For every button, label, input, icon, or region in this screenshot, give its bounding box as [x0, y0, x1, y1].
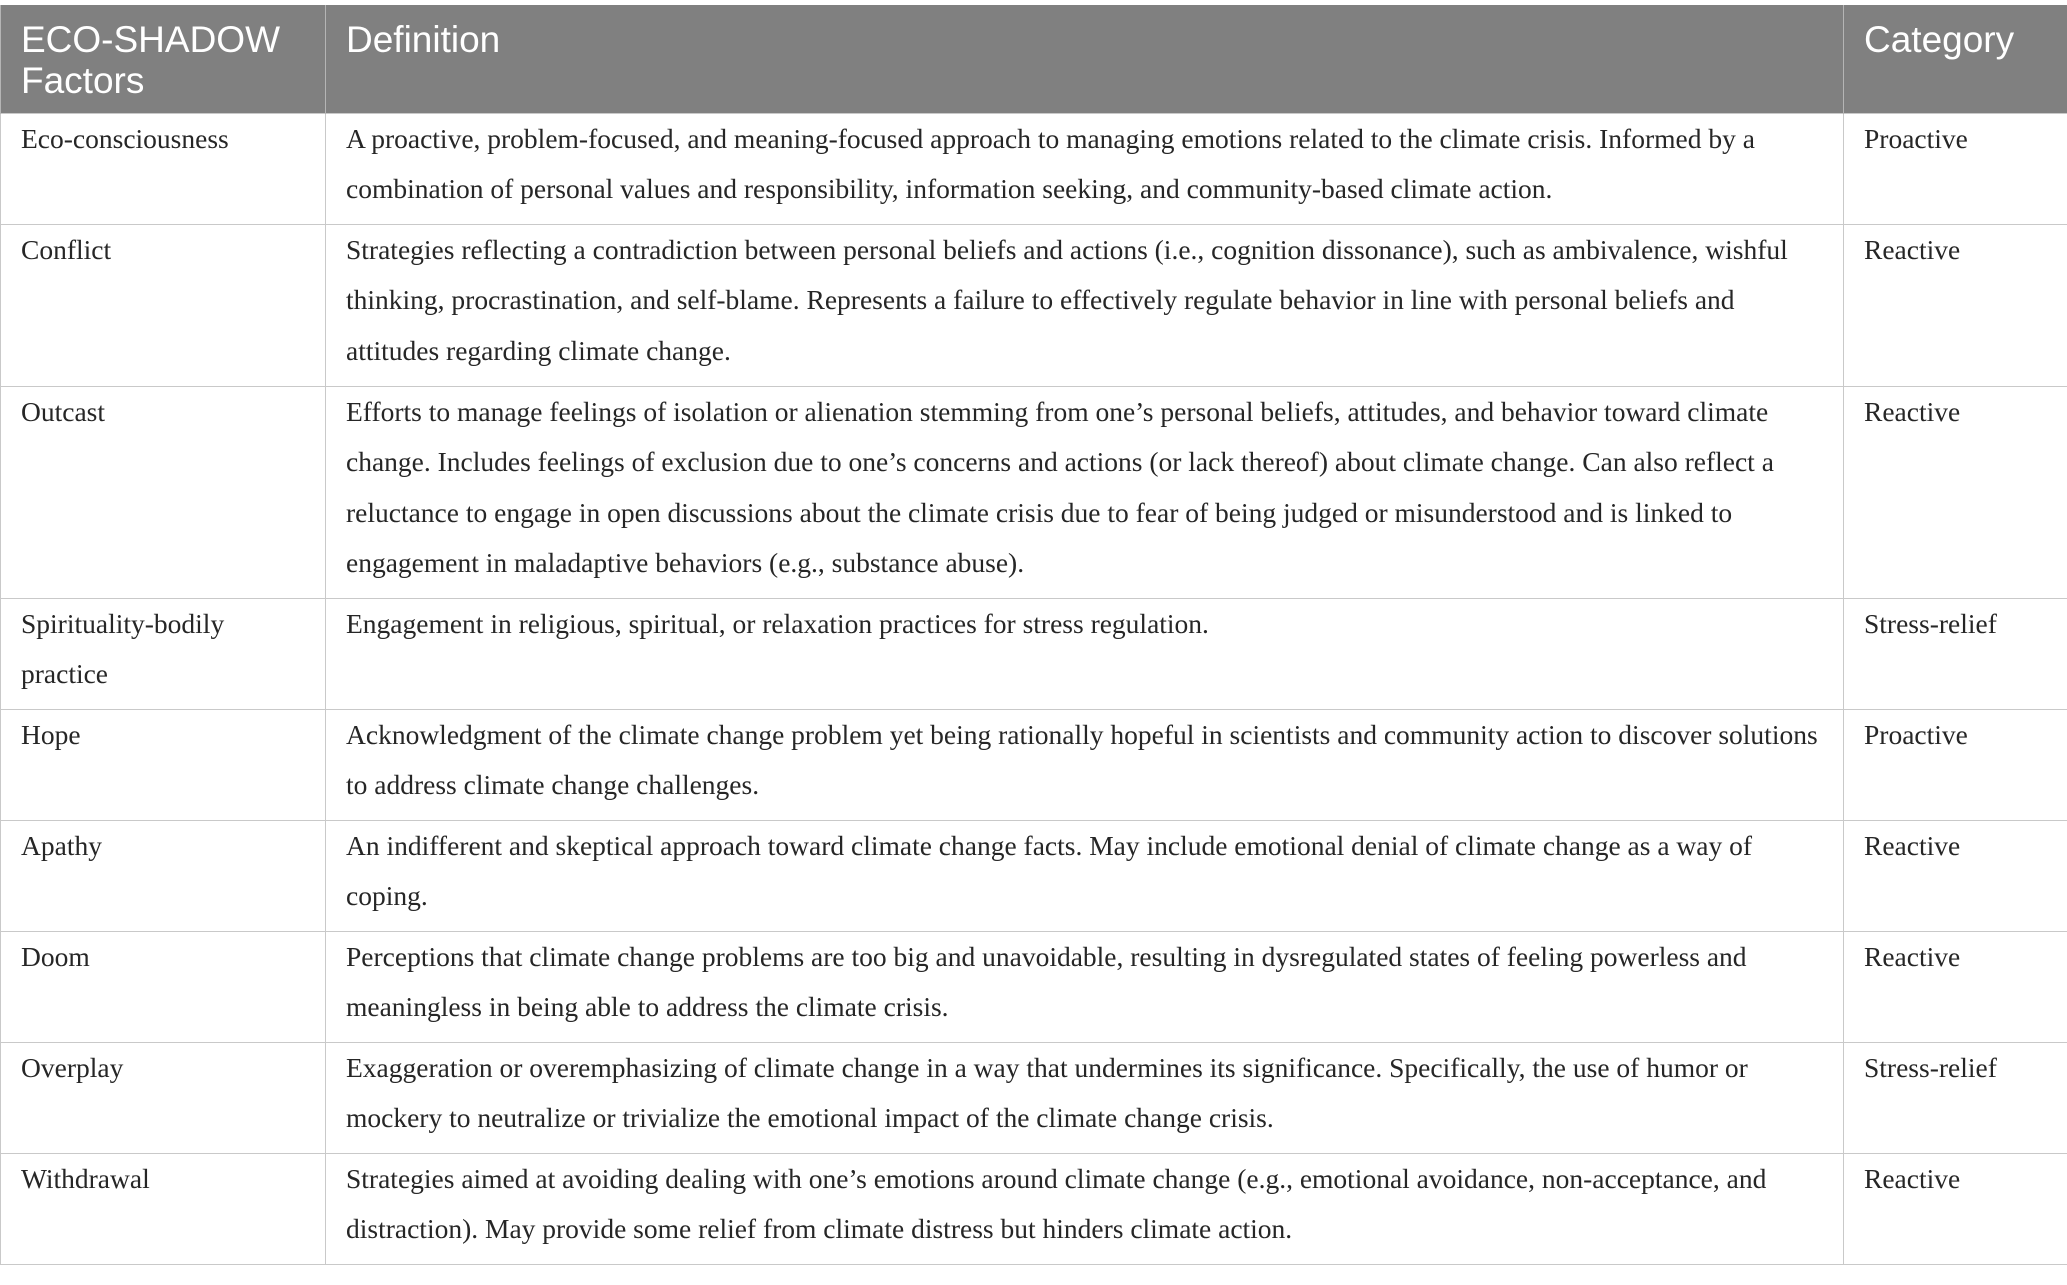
category-cell: Proactive	[1844, 113, 2067, 224]
factor-cell: Withdrawal	[1, 1153, 326, 1264]
definition-cell: Perceptions that climate change problems are too big and unavoidable, resulting in dysregulated states of feeling powerless and meaningless in being able to address the climate crisis.	[326, 931, 1844, 1042]
table-row	[1, 709, 2067, 820]
table-row	[1, 820, 2067, 931]
factor-cell: Outcast	[1, 386, 326, 598]
category-cell: Reactive	[1844, 931, 2067, 1042]
definition-cell: An indifferent and skeptical approach toward climate change facts. May include emotional denial of climate change as a way of coping.	[326, 820, 1844, 931]
category-cell: Stress-relief	[1844, 1042, 2067, 1153]
factor-cell: Apathy	[1, 820, 326, 931]
category-cell: Reactive	[1844, 386, 2067, 598]
factor-cell: Conflict	[1, 224, 326, 386]
definition-cell: Acknowledgment of the climate change problem yet being rationally hopeful in scientists and community action to discover solutions to address climate change challenges.	[326, 709, 1844, 820]
table-row	[1, 598, 2067, 709]
factor-cell: Hope	[1, 709, 326, 820]
eco-shadow-table	[0, 5, 2067, 1265]
category-cell: Reactive	[1844, 224, 2067, 386]
factor-cell: Eco-consciousness	[1, 113, 326, 224]
table-row	[1, 224, 2067, 386]
category-cell: Stress-relief	[1844, 598, 2067, 709]
factor-cell: Doom	[1, 931, 326, 1042]
table-row	[1, 931, 2067, 1042]
definition-cell: Exaggeration or overemphasizing of climate change in a way that undermines its significance. Specifically, the use of humor or mockery to neutralize or trivialize the emotional impact of the climate change crisis.	[326, 1042, 1844, 1153]
definition-cell: Efforts to manage feelings of isolation or alienation stemming from one’s personal beliefs, attitudes, and behavior toward climate change. Includes feelings of exclusion due to one’s concerns and actions (or lack thereof) about climate change. Can also reflect a reluctance to engage in open discussions about the climate crisis due to fear of being judged or misunderstood and is linked to engagement in maladaptive behaviors (e.g., substance abuse).	[326, 386, 1844, 598]
factor-cell: Spirituality-bodily practice	[1, 598, 326, 709]
definition-cell: Strategies aimed at avoiding dealing with one’s emotions around climate change (e.g., emotional avoidance, non-acceptance, and distraction). May provide some relief from climate distress but hinders climate action.	[326, 1153, 1844, 1264]
table-row	[1, 386, 2067, 598]
category-cell: Reactive	[1844, 820, 2067, 931]
definition-cell: Strategies reflecting a contradiction between personal beliefs and actions (i.e., cognition dissonance), such as ambivalence, wishful thinking, procrastination, and self-blame. Represents a failure to effectively regulate behavior in line with personal beliefs and attitudes regarding climate change.	[326, 224, 1844, 386]
table-body	[1, 113, 2067, 1264]
definition-cell: Engagement in religious, spiritual, or relaxation practices for stress regulation.	[326, 598, 1844, 709]
header-row	[1, 5, 2067, 113]
table-header	[1, 5, 2067, 113]
category-cell: Reactive	[1844, 1153, 2067, 1264]
category-cell: Proactive	[1844, 709, 2067, 820]
table-row	[1, 113, 2067, 224]
table-row	[1, 1042, 2067, 1153]
table-row	[1, 1153, 2067, 1264]
eco-shadow-table-container	[0, 5, 2067, 1265]
header-definition: Definition	[326, 5, 1844, 113]
definition-cell: A proactive, problem-focused, and meaning-focused approach to managing emotions related to the climate crisis. Informed by a combination of personal values and responsibility, information seeking, and community-based climate action.	[326, 113, 1844, 224]
header-category: Category	[1844, 5, 2067, 113]
factor-cell: Overplay	[1, 1042, 326, 1153]
header-factors: ECO-SHADOW Factors	[1, 5, 326, 113]
